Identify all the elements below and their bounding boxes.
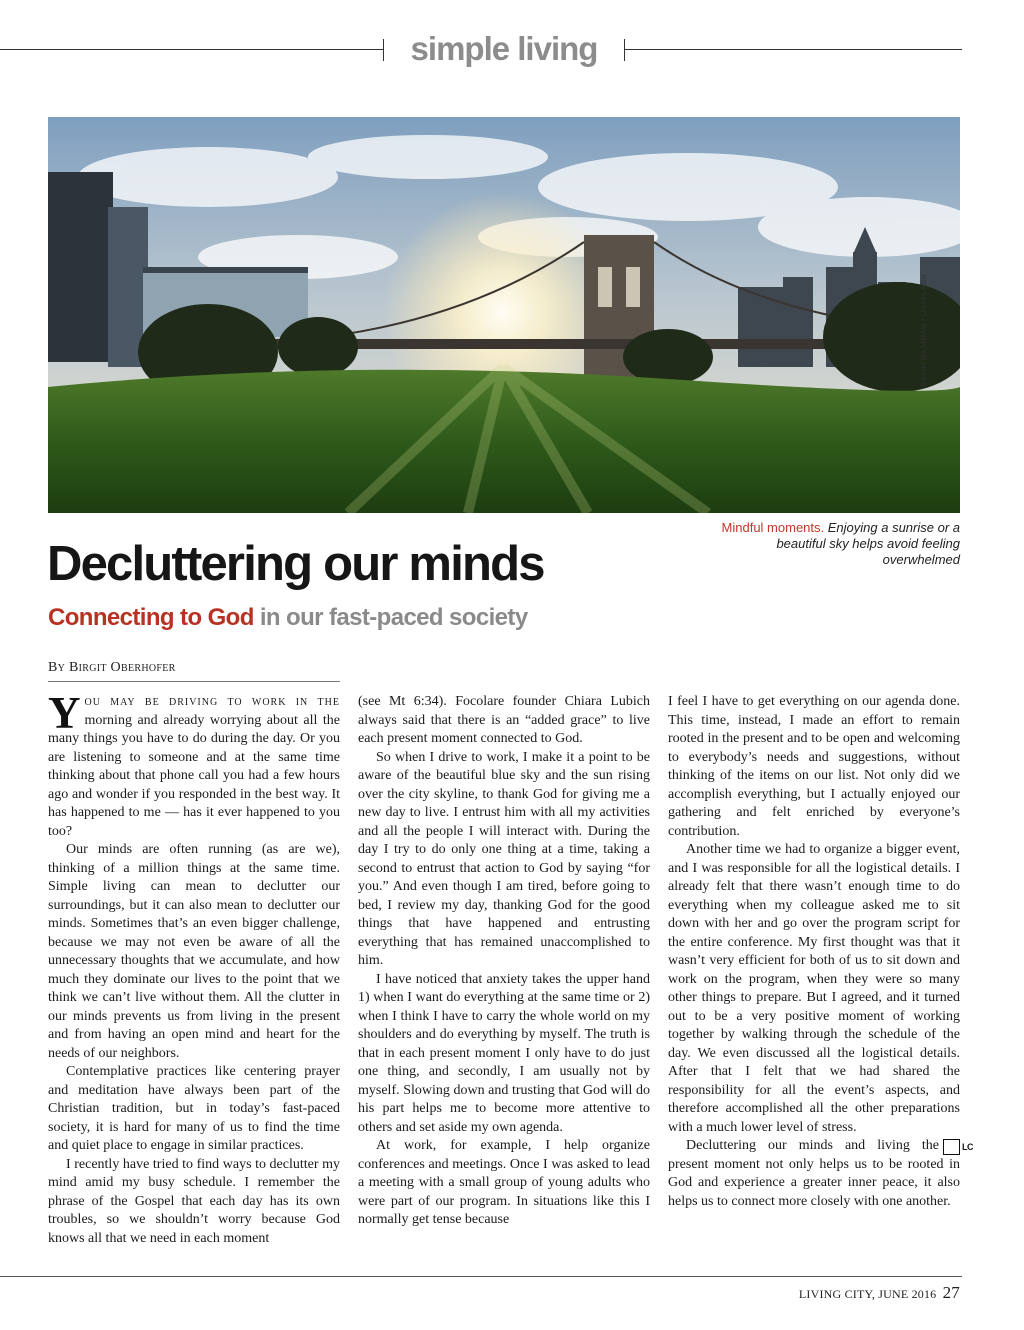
footer-rule <box>0 1276 962 1277</box>
section-header <box>0 27 1024 71</box>
photo-caption <box>720 520 960 568</box>
paragraph-1 <box>48 688 340 841</box>
paragraph-7: I have noticed that anxiety takes the upper hand 1) when I want do everything at the same time or 2) when I think I have to carry the whole world on my shoulders and do everything by myself. The truth is that in each present moment I only have to do just one thing, and secondly, I am usually not by myself. Slowing down and trusting that God will do his part helps me to become more attentive to others and set aside my own agenda. <box>358 971 650 1135</box>
paragraph-2: Our minds are often running (as are we), thinking of a million things at the same time. Simple living can mean to declutter our surroundings, but it can also mean to declutter our minds. Sometimes that’s an even bigger challenge, because we may not even be aware of all the unnecessary thoughts that we accumulate, and how much they dominate our lives to the point that we think we can’t live without them. All the clutter in our minds prevents us from living in the present and from having an open mind and heart for the needs of our neighbors. <box>48 842 340 1061</box>
drop-cap: Y <box>48 688 81 738</box>
lawn <box>48 370 960 513</box>
header-rule-left <box>0 49 383 50</box>
paragraph-3: Contemplative practices like centering prayer and meditation have always been part of the Christian tradition, but in today’s fast-paced society, it is hard for many of us to find the time and quiet place to engage in similar practices. <box>48 1064 340 1153</box>
subhead-highlight: Connecting to God <box>48 604 254 631</box>
caption-text: Enjoying a sunrise or a beautiful sky helps avoid feeling overwhelmed <box>776 520 960 567</box>
paragraph-6: So when I drive to work, I make it a point to be aware of the beautiful blue sky and the sun rising over the city skyline, to thank God for giving me a new day to live. I entrust him with all my activities and all the people I will interact with. During the day I try to do only one thing at a time, taking a second to entrust that action to God by saying “for you.” And even though I am tired, before going to bed, I review my day, thanking God for the good things that have happened and entrusting everything that has remained unaccomplished to him. <box>358 749 650 968</box>
paragraph-1-text: morning and already worrying about all the many things you have to do during the day. Or you are listening to someone and at the same time thinking about that phone call you had a few hours ago and wonder if you responded in the best way. It has happened to me — has it ever happened to you too? <box>48 712 340 839</box>
publication-info: LIVING CITY, JUNE 2016 <box>798 1287 937 1301</box>
paragraph-11-text: Decluttering our minds and living the present moment not only helps us to be rooted in God and experience a greater inner peace, it also helps us to connect more closely with one another. <box>668 1138 960 1209</box>
page-footer <box>799 1283 960 1303</box>
article-column-1 <box>48 688 340 1248</box>
header-tick-right <box>624 39 625 61</box>
byline: By Birgit Oberhofer <box>48 660 176 675</box>
end-mark-icon: LC <box>943 1139 960 1155</box>
article-headline: Decluttering our minds <box>47 537 544 591</box>
paragraph-10: Another time we had to organize a bigger event, and I was responsible for all the logistical details. I already felt that there wasn’t enough time to do everything when my colleague asked me to sit down with her and go over the program script for the entire conference. My first thought was that it wasn’t very efficient for both of us to sit down and work on the program, when they were so many other things to prepare. But I agreed, and it turned out to be a very positive moment of working together by walking through the schedule of the day. We even discussed all the logistical details. After that I felt that we had shared the responsibility for all the event’s aspects, and therefore accomplished all the other preparations with a much lower level of stress. <box>668 842 960 1135</box>
header-rule-right <box>624 49 962 50</box>
paragraph-11 <box>668 1137 973 1211</box>
photo-credit: KEVIN RAJARAM / UNSPLASH <box>919 274 928 386</box>
subhead-rest: in our fast-paced society <box>253 604 528 631</box>
header-tick-left <box>383 39 384 61</box>
byline-rule <box>48 681 340 682</box>
page-number: 27 <box>942 1283 960 1302</box>
article-column-3 <box>668 693 973 1211</box>
paragraph-5: (see Mt 6:34). Focolare founder Chiara Lubich always said that there is an “added grace” to live each present moment connected to God. <box>358 694 650 746</box>
lead-in: ou may be driving to work in the <box>84 694 340 709</box>
caption-lead: Mindful moments. <box>721 520 825 535</box>
section-title: simple living <box>410 30 598 67</box>
paragraph-9: I feel I have to get everything on our agenda done. This time, instead, I made an effort to remain rooted in the present and to be open and welcoming to everybody’s needs and suggestions, without thinking of the items on our list. Not only did we accomplish everything, but I actually enjoyed our gathering and felt enriched by everyone’s contribution. <box>668 694 960 839</box>
hero-photo <box>48 117 960 513</box>
photo-illustration <box>48 117 960 513</box>
article-column-2 <box>358 693 650 1230</box>
article-subhead <box>48 604 528 632</box>
paragraph-4: I recently have tried to find ways to declutter my mind amid my busy schedule. I remember the phrase of the Gospel that each day has its own troubles, so we shouldn’t worry because God knows all that we need in each moment <box>48 1156 340 1246</box>
paragraph-8: At work, for example, I help organize conferences and meetings. Once I was asked to lead a meeting with a small group of young adults who were part of our program. In situations like this I normally get tense because <box>358 1138 650 1227</box>
